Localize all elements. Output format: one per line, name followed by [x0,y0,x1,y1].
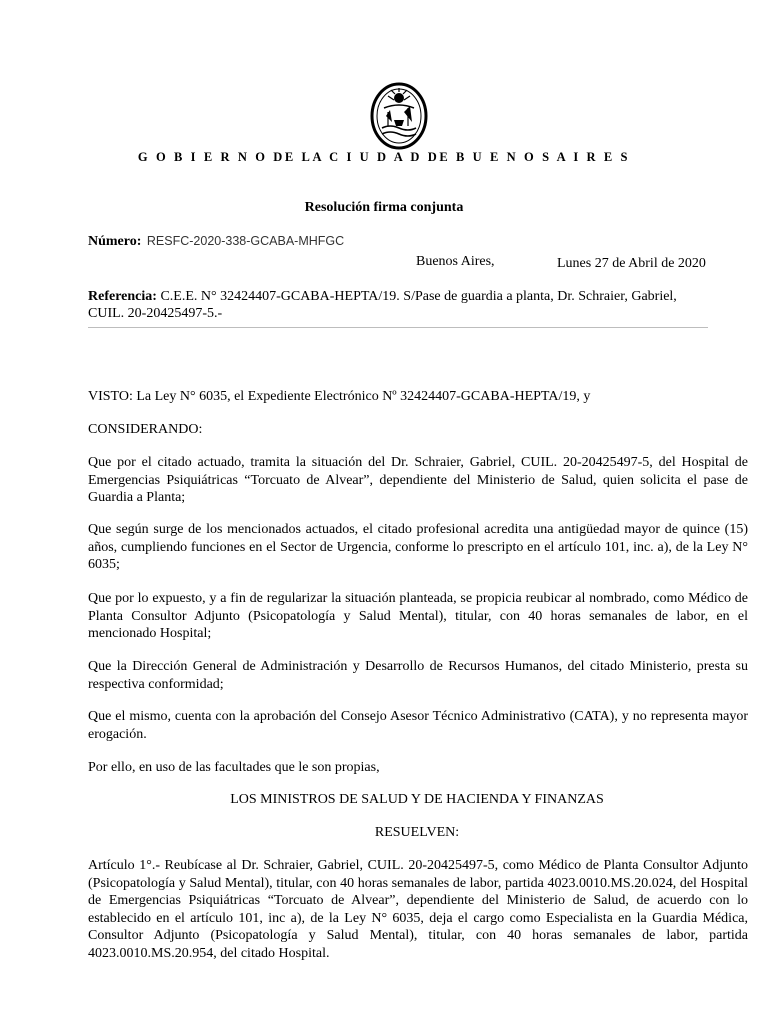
numero-value: RESFC-2020-338-GCABA-MHFGC [146,234,345,248]
city-seal-icon [370,82,428,150]
city: Buenos Aires, [416,254,495,269]
referencia-value: C.E.E. N° 32424407-GCABA-HEPTA/19. S/Pase de guardia a planta, Dr. Schraier, Gabriel, CUIL. 20-20425497-5.- [88,289,677,321]
visto-paragraph: VISTO: La Ley N° 6035, el Expediente Electrónico Nº 32424407-GCABA-HEPTA/19, y [88,389,591,404]
article-1: Artículo 1°.- Reubícase al Dr. Schraier, Gabriel, CUIL. 20-20425497-5, como Médico de Planta Consultor Adjunto (Psicopatología y Salud Mental), titular, con 40 horas semanales de labor, partida 4023.0010.MS.20.024, del Hospital de Emergencias Psiquiátricas “Torcuato de Alvear”, dependiente del Ministerio de Salud, de acuerdo con lo establecido en el artículo 101, inc a), de la Ley N° 6035, deja el cargo como Especialista en la Guardia Médica, Consultor Adjunto (Psicopatología y Salud Mental), titular, con 40 horas semanales de labor, partida 4023.0010.MS.20.954, del citado Hospital. [88,858,748,961]
paragraph-6: Por ello, en uso de las facultades que le son propias, [88,760,380,775]
considerando-heading: CONSIDERANDO: [88,422,203,437]
paragraph-3: Que por lo expuesto, y a fin de regularizar la situación planteada, se propicia reubicar al nombrado, como Médico de Planta Consultor Adjunto (Psicopatología y Salud Mental), titular, con 40 horas semanales de labor, en el mencionado Hospital; [88,591,748,642]
paragraph-5: Que el mismo, cuenta con la aprobación del Consejo Asesor Técnico Administrativo (CATA), y no representa mayor erogación. [88,709,748,742]
date: Lunes 27 de Abril de 2020 [557,256,706,271]
divider [88,327,708,328]
numero-row [88,234,344,250]
paragraph-4: Que la Dirección General de Administración y Desarrollo de Recursos Humanos, del citado Ministerio, presta su respectiva conformidad; [88,659,748,692]
referencia-label: Referencia: [88,289,157,304]
government-title: G O B I E R N O DE LA C I U D A D DE B U E N O S A I R E S [137,150,631,164]
resuelven-heading: RESUELVEN: [374,825,460,840]
referencia [88,288,708,322]
document-type: Resolución firma conjunta [304,200,464,215]
numero-label: Número: [88,234,142,249]
paragraph-1: Que por el citado actuado, tramita la situación del Dr. Schraier, Gabriel, CUIL. 20-20425497-5, del Hospital de Emergencias Psiquiátricas “Torcuato de Alvear”, dependiente del Ministerio de Salud, quien solicita el pase de Guardia a Planta; [88,455,748,506]
paragraph-2: Que según surge de los mencionados actuados, el citado profesional acredita una antigüedad mayor de quince (15) años, cumpliendo funciones en el Sector de Urgencia, conforme lo prescripto en el artículo 101, inc. a), de la Ley N° 6035; [88,522,748,573]
ministers-heading: LOS MINISTROS DE SALUD Y DE HACIENDA Y FINANZAS [230,792,604,807]
